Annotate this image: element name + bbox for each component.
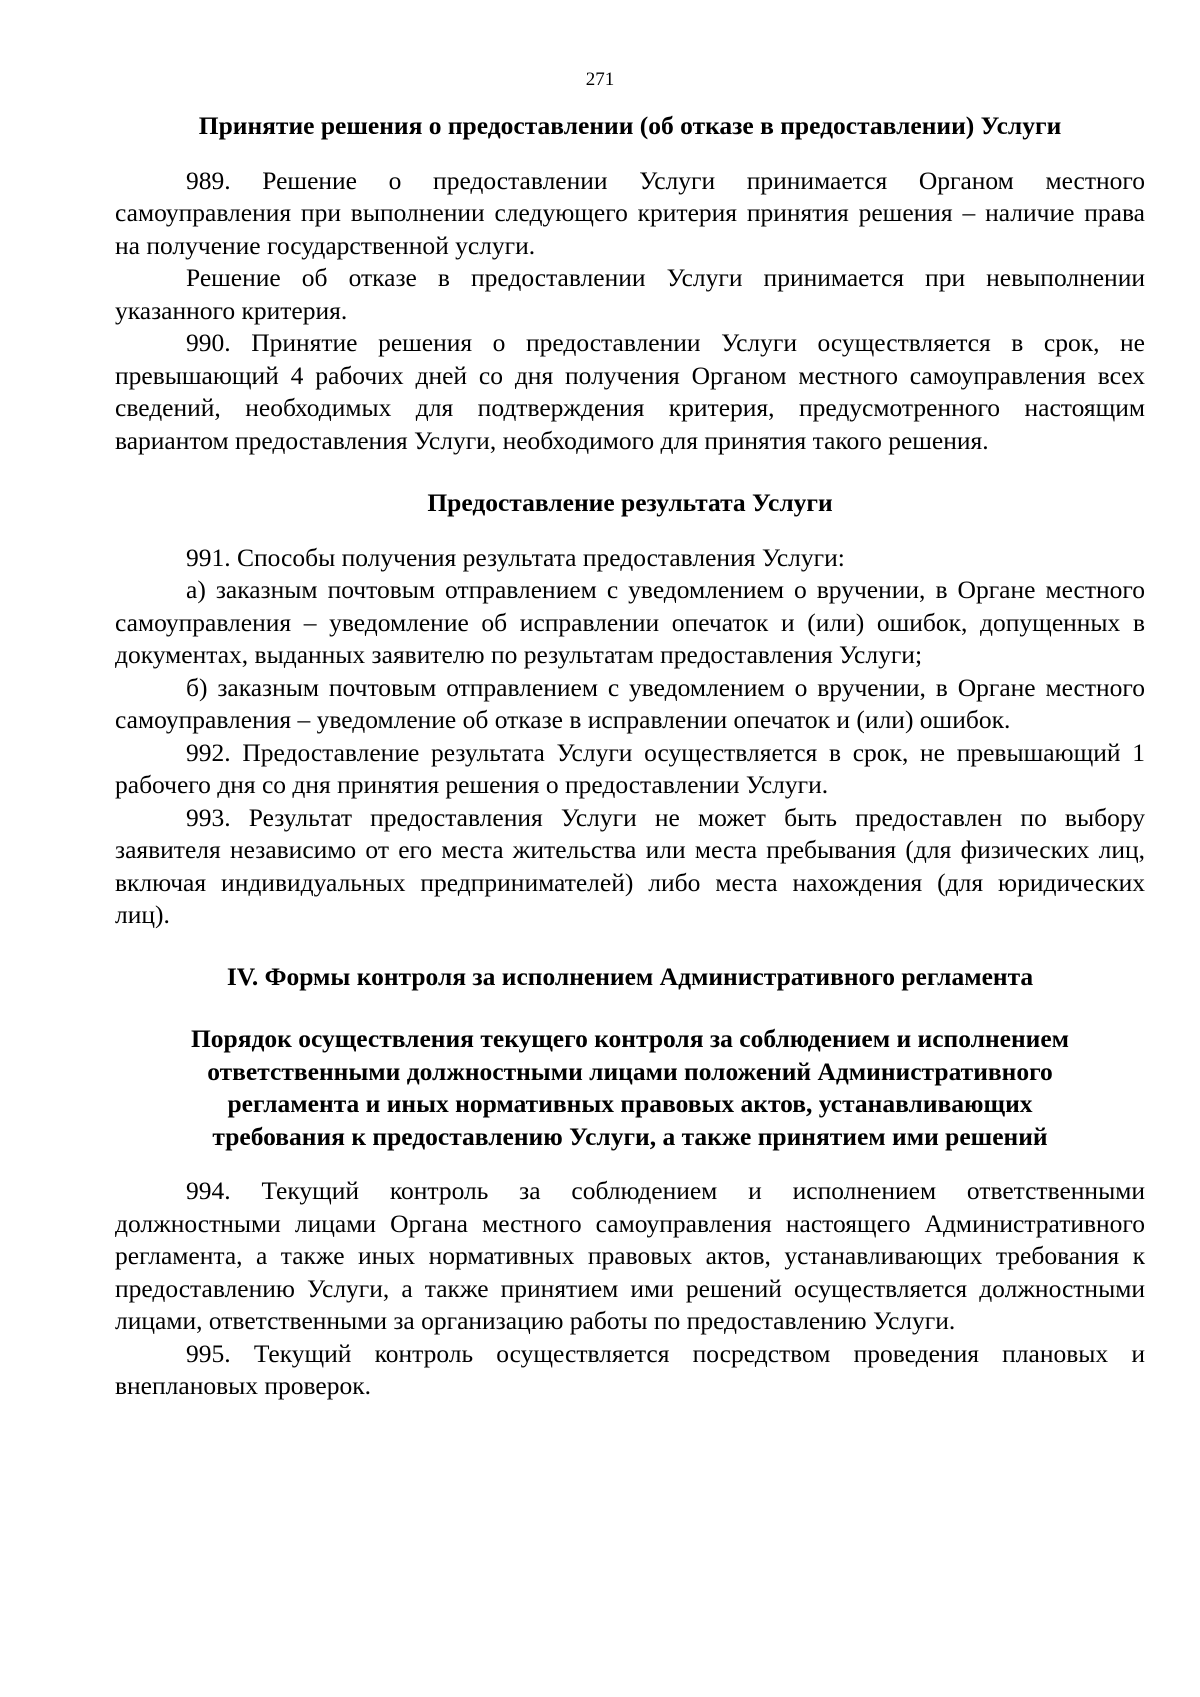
paragraph-994: 994. Текущий контроль за соблюдением и исполнением ответственными должностными лицами Органа местного самоуправления настоящего Административного регламента, а также иных нормативных правовых актов, устанавливающих требования к предоставлению Услуги, а также принятием ими решений осуществляется должностными лицами, ответственными за организацию работы по предоставлению Услуги.: [115, 1176, 1145, 1335]
paragraph-990: 990. Принятие решения о предоставлении Услуги осуществляется в срок, не превышающий 4 рабочих дней со дня получения Органом местного самоуправления всех сведений, необходимых для подтверждения критерия, предусмотренного настоящим вариантом предоставления Услуги, необходимого для принятия такого решения.: [115, 328, 1145, 455]
heading-line: требования к предоставлению Услуги, а также принятием ими решений: [212, 1121, 1048, 1151]
paragraph-991-a: а) заказным почтовым отправлением с уведомлением о вручении, в Органе местного самоуправления – уведомление об исправлении опечаток и (или) ошибок, допущенных в документах, выданных заявителю по результатам предоставления Услуги;: [115, 575, 1145, 669]
paragraph-995: 995. Текущий контроль осуществляется посредством проведения плановых и внеплановых проверок.: [115, 1338, 1145, 1400]
heading-line: ответственными должностными лицами положений Административного: [207, 1056, 1053, 1086]
section-heading-decision: Принятие решения о предоставлении (об отказе в предоставлении) Услуги: [198, 111, 1062, 140]
section-heading-current-control: [115, 1023, 1145, 1153]
chapter-heading-control: IV. Формы контроля за исполнением Административного регламента: [226, 961, 1034, 991]
heading-line: Порядок осуществления текущего контроля за соблюдением и исполнением: [190, 1024, 1070, 1053]
section-heading-result: Предоставление результата Услуги: [427, 488, 833, 517]
paragraph-991-b: б) заказным почтовым отправлением с уведомлением о вручении, в Органе местного самоуправления – уведомление об отказе в исправлении опечаток и (или) ошибок.: [115, 672, 1145, 734]
paragraph-993: 993. Результат предоставления Услуги не может быть предоставлен по выбору заявителя независимо от его места жительства или места пребывания (для физических лиц, включая индивидуальных предпринимателей) либо места нахождения (для юридических лиц).: [115, 802, 1145, 929]
paragraph-992: 992. Предоставление результата Услуги осуществляется в срок, не превышающий 1 рабочего дня со дня принятия решения о предоставлении Услуги.: [115, 737, 1145, 799]
paragraph-refusal: Решение об отказе в предоставлении Услуги принимается при невыполнении указанного критерия.: [115, 263, 1145, 325]
page-number: 271: [585, 69, 615, 90]
heading-line: регламента и иных нормативных правовых актов, устанавливающих: [227, 1089, 1033, 1118]
paragraph-989: 989. Решение о предоставлении Услуги принимается Органом местного самоуправления при выполнении следующего критерия принятия решения – наличие права на получение государственной услуги.: [115, 165, 1145, 260]
paragraph-991: 991. Способы получения результата предоставления Услуги:: [186, 542, 845, 572]
document-body: [115, 110, 1145, 1403]
